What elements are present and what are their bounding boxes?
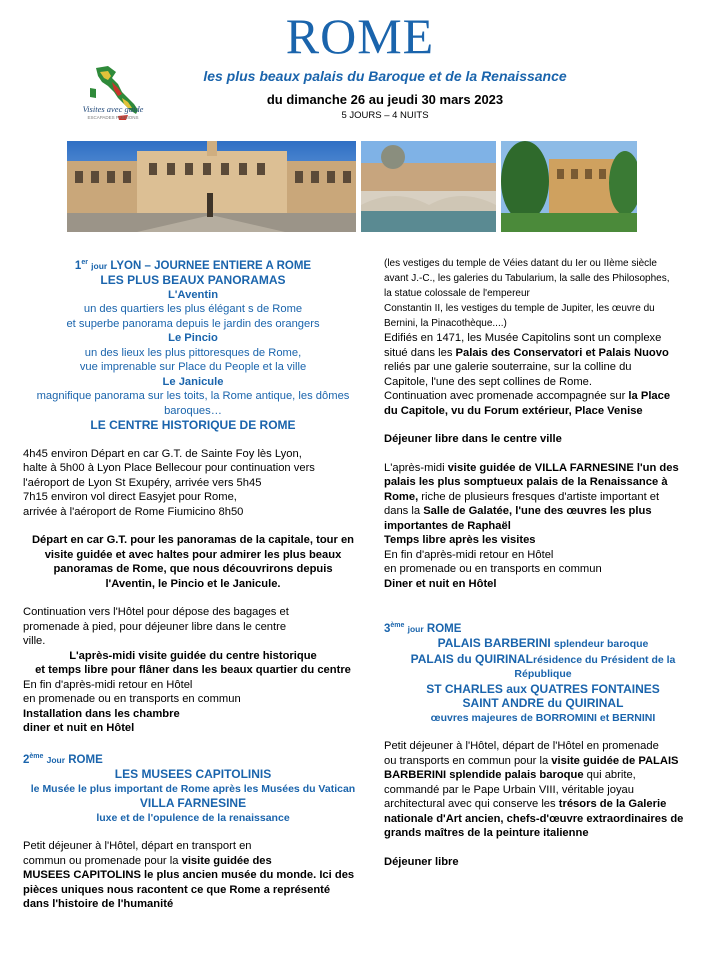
capitolini-details-paragraph: (les vestiges du temple de Véies datant du Ier ou IIème siècle avant J.-C., les galeries du Tabularium, la salle des Philosophes, la statue colossale de l'empereur Constantin II, les vestiges du temple de Jupiter, les œuvre du Bernini, la Pinacothèque....) <box>384 258 670 329</box>
pincio-line2: vue imprenable sur Place du People et la ville <box>79 361 307 374</box>
day1-departure-paragraph: 4h45 environ Départ en car G.T. de Sainte Foy lès Lyon, halte à 5h00 à Lyon Place Bellecour pour continuation vers l'aéroport de Lyon St Exupéry, arrivée vers 5h45 7h15 environ vol direct Easyjet pour Rome, arrivée à l'aéroport de Rome Fiumicino 8h50 <box>23 447 315 518</box>
day1-afternoon-paragraph: L'après-midi visite guidée du centre historique et temps libre pour flâner dans les beaux quartier du centre En fin d'après-midi retour en Hôtel en promenade ou en transports en commun Installation dans les chambre diner et nuit en Hôtel <box>23 649 351 735</box>
left-column <box>23 256 363 912</box>
pincio-title: Le Pincio <box>168 332 218 345</box>
janicule-line1: magnifique panorama sur les toits, la Rome antique, les dômes <box>36 390 350 403</box>
pincio-line1: un des lieux les plus pittoresques de Rome, <box>84 346 302 359</box>
janicule-title: Le Janicule <box>162 375 224 388</box>
day2-section-farnesine: VILLA FARNESINE <box>139 796 247 811</box>
capitol-square-photo <box>67 141 356 232</box>
day2-heading: 2ème Jour ROME <box>23 752 103 766</box>
day2-lunch: Déjeuner libre dans le centre ville <box>384 433 562 445</box>
palace-garden-photo <box>501 141 637 232</box>
day1-heading: 1er jour LYON – JOURNEE ENTIERE A ROME <box>74 259 312 272</box>
aventin-title: L'Aventin <box>167 288 219 301</box>
capitolini-history-paragraph: Edifiés en 1471, les Musée Capitolins sont un complexe situé dans les Palais des Conservatori et Palais Nuovo reliés par une galerie souterraine, sur la colline du Capitole, l'une des sept collines de Rome. Continuation avec promenade accompagnée sur la Place du Capitole, vu du Forum extérieur, Place Venise <box>384 332 671 417</box>
aventin-line2: et superbe panorama depuis le jardin des orangers <box>66 317 320 330</box>
day2-morning-paragraph: Petit déjeuner à l'Hôtel, départ en transport en commun ou promenade pour la visite guidée des MUSEES CAPITOLINS le plus ancien musée du monde. Ici des pièces uniques nous racontent ce que Rome a représenté dans l'histoire de l'humanité <box>23 840 355 911</box>
day3-section-st-andre-sub: œuvres majeures de BORROMINI et BERNINI <box>430 711 656 724</box>
logo-name: Visites avec guide <box>82 104 144 114</box>
aventin-line1: un des quartiers les plus élégant s de Rome <box>83 303 303 316</box>
logo-tagline: ESCAPADES PASSIONS <box>87 115 139 120</box>
day3-section-st-charles: ST CHARLES aux QUATRES FONTAINES <box>426 681 660 696</box>
day1-hotel-paragraph: Continuation vers l'Hôtel pour dépose des bagages et promenade à pied, pour déjeuner libre dans le centre ville. <box>23 606 289 648</box>
day1-panorama-tour-paragraph: Départ en car G.T. pour les panoramas de la capitale, tour en visite guidée et avec haltes pour admirer les plus beaux panoramas de Rome, que nous découvrirons depuis l'Aventin, le Pincio et le Janicule. <box>31 534 355 590</box>
trip-duration: 5 JOURS – 4 NUITS <box>341 110 429 121</box>
trip-dates: du dimanche 26 au jeudi 30 mars 2023 <box>266 92 504 107</box>
italy-map-logo-icon <box>78 62 148 134</box>
day3-section-quirinal: PALAIS du QUIRINALrésidence du Président de la <box>410 651 676 666</box>
day1-section-panoramas: LES PLUS BEAUX PANORAMAS <box>100 273 286 288</box>
tiber-bridge-photo <box>361 141 496 232</box>
day3-morning-paragraph: Petit déjeuner à l'Hôtel, départ de l'Hôtel en promenade ou transports en commun pour la visite guidée de PALAIS BARBERINI splendide palais baroque qui abrite, commandé par le Pape Urbain VIII, véritable joyau architectural avec qui conserve les trésors de la Galerie nationale d'Art ancien, chefs-d'œuvre extraordinaires de grands maîtres de la peinture italienne <box>384 740 684 840</box>
day3-section-quirinal-cont: République <box>514 668 572 681</box>
day2-section-capitolini: LES MUSEES CAPITOLINIS <box>114 767 272 782</box>
day3-section-st-andre: SAINT ANDRE du QUIRINAL <box>462 696 624 711</box>
day3-lunch: Déjeuner libre <box>384 855 459 868</box>
page-title: ROME <box>285 8 435 64</box>
day3-heading: 3ème jour ROME <box>384 622 462 635</box>
day3-section-barberini: PALAIS BARBERINI splendeur baroque <box>437 636 649 651</box>
right-column <box>384 256 702 869</box>
day2-afternoon-paragraph: L'après-midi visite guidée de VILLA FARNESINE l'un des palais les plus somptueux palais de la Renaissance à Rome, riche de plusieurs fresques d'artiste important et dans la Salle de Galatée, l'une des œuvres les plus importantes de Raphaël Temps libre après les visites En fin d'après-midi retour en Hôtel en promenade ou en transports en commun Diner et nuit en Hôtel <box>384 461 679 590</box>
day2-section-capitolini-sub: le Musée le plus important de Rome après les Musées du Vatican <box>30 782 356 795</box>
janicule-line2: baroques… <box>164 404 222 417</box>
day2-section-farnesine-sub: luxe et de l'opulence de la renaissance <box>96 811 290 824</box>
day1-section-historic-center: LE CENTRE HISTORIQUE DE ROME <box>90 418 296 433</box>
page-subtitle: les plus beaux palais du Baroque et de la Renaissance <box>203 68 567 84</box>
